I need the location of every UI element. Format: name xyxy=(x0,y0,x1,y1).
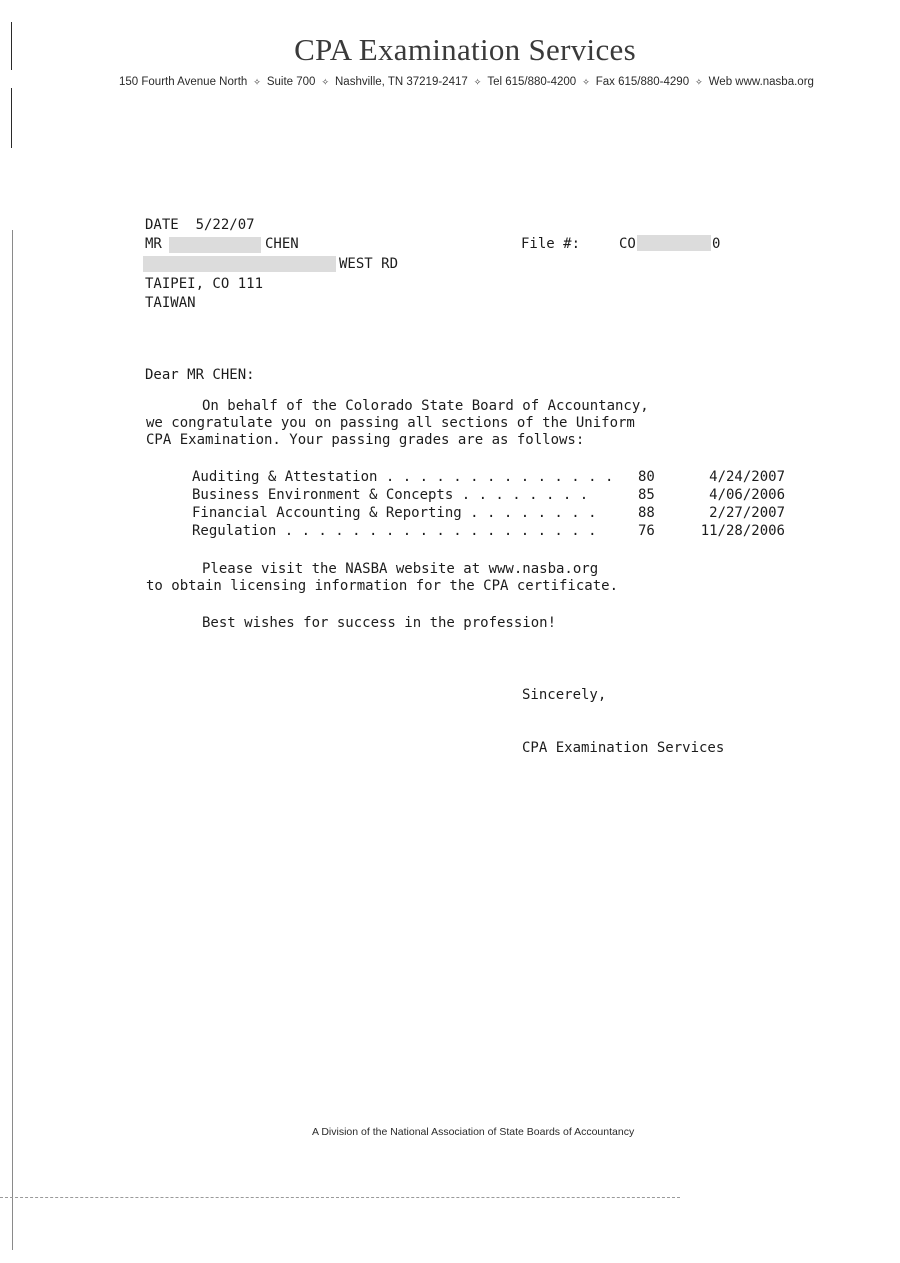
grade-score: 88 xyxy=(638,505,655,521)
date-value: 5/22/07 xyxy=(195,217,255,233)
file-prefix: CO xyxy=(619,236,636,252)
separator-icon: ✧ xyxy=(253,77,261,87)
grade-subject: Regulation . . . . . . . . . . . . . . . . . . . xyxy=(192,523,597,539)
city-line: TAIPEI, CO 111 xyxy=(145,276,264,292)
signature: CPA Examination Services xyxy=(522,740,725,756)
grade-subject: Auditing & Attestation . . . . . . . . . . . . . . xyxy=(192,469,614,485)
address-web: Web www.nasba.org xyxy=(708,76,814,88)
paragraph-2-line-2: to obtain licensing information for the CPA certificate. xyxy=(146,578,619,594)
recipient-prefix: MR xyxy=(145,236,162,252)
grade-date: 4/24/2007 xyxy=(709,469,785,485)
file-label: File #: xyxy=(521,236,581,252)
footer-division-text: A Division of the National Association of State Boards of Accountancy xyxy=(312,1126,635,1138)
separator-icon: ✧ xyxy=(582,77,590,87)
date-label: DATE xyxy=(145,217,179,233)
separator-icon: ✧ xyxy=(473,77,482,87)
paragraph-1-line-3: CPA Examination. Your passing grades are as follows: xyxy=(146,432,585,448)
grade-subject: Financial Accounting & Reporting . . . . . . . . xyxy=(192,505,597,521)
separator-icon: ✧ xyxy=(695,77,703,87)
scan-edge-line-upper xyxy=(11,88,12,148)
paragraph-3: Best wishes for success in the profession! xyxy=(202,615,557,631)
grade-subject: Business Environment & Concepts . . . . . . . . xyxy=(192,487,589,503)
address-tel: Tel 615/880-4200 xyxy=(487,76,577,88)
file-suffix: 0 xyxy=(712,236,721,252)
separator-icon: ✧ xyxy=(321,77,329,87)
scan-edge-line-main xyxy=(12,230,13,1250)
grade-score: 80 xyxy=(638,469,655,485)
grade-date: 4/06/2006 xyxy=(709,487,785,503)
address-suite: Suite 700 xyxy=(266,76,316,88)
paragraph-1-line-2: we congratulate you on passing all sections of the Uniform xyxy=(146,415,635,431)
address-city: Nashville, TN 37219-2417 xyxy=(335,76,468,88)
grade-score: 85 xyxy=(638,487,655,503)
address-fax: Fax 615/880-4290 xyxy=(595,76,690,88)
recipient-last-name: CHEN xyxy=(265,236,299,252)
grade-date: 11/28/2006 xyxy=(700,523,785,539)
closing: Sincerely, xyxy=(522,687,607,703)
scan-dashed-line xyxy=(0,1197,680,1198)
greeting: Dear MR CHEN: xyxy=(145,367,255,383)
paragraph-2-line-1: Please visit the NASBA website at www.nasba.org xyxy=(202,561,599,577)
country-line: TAIWAN xyxy=(145,295,196,311)
address-street: 150 Fourth Avenue North xyxy=(119,76,248,88)
redacted-file-number xyxy=(637,235,711,251)
letterhead-address xyxy=(119,76,814,88)
letterhead-title: CPA Examination Services xyxy=(294,32,636,67)
street-suffix: WEST RD xyxy=(339,256,399,272)
date-line xyxy=(145,217,255,233)
redacted-street xyxy=(143,256,336,272)
grade-score: 76 xyxy=(638,523,655,539)
redacted-first-name xyxy=(169,237,261,253)
paragraph-1-line-1: On behalf of the Colorado State Board of Accountancy, xyxy=(202,398,649,414)
grade-date: 2/27/2007 xyxy=(709,505,785,521)
